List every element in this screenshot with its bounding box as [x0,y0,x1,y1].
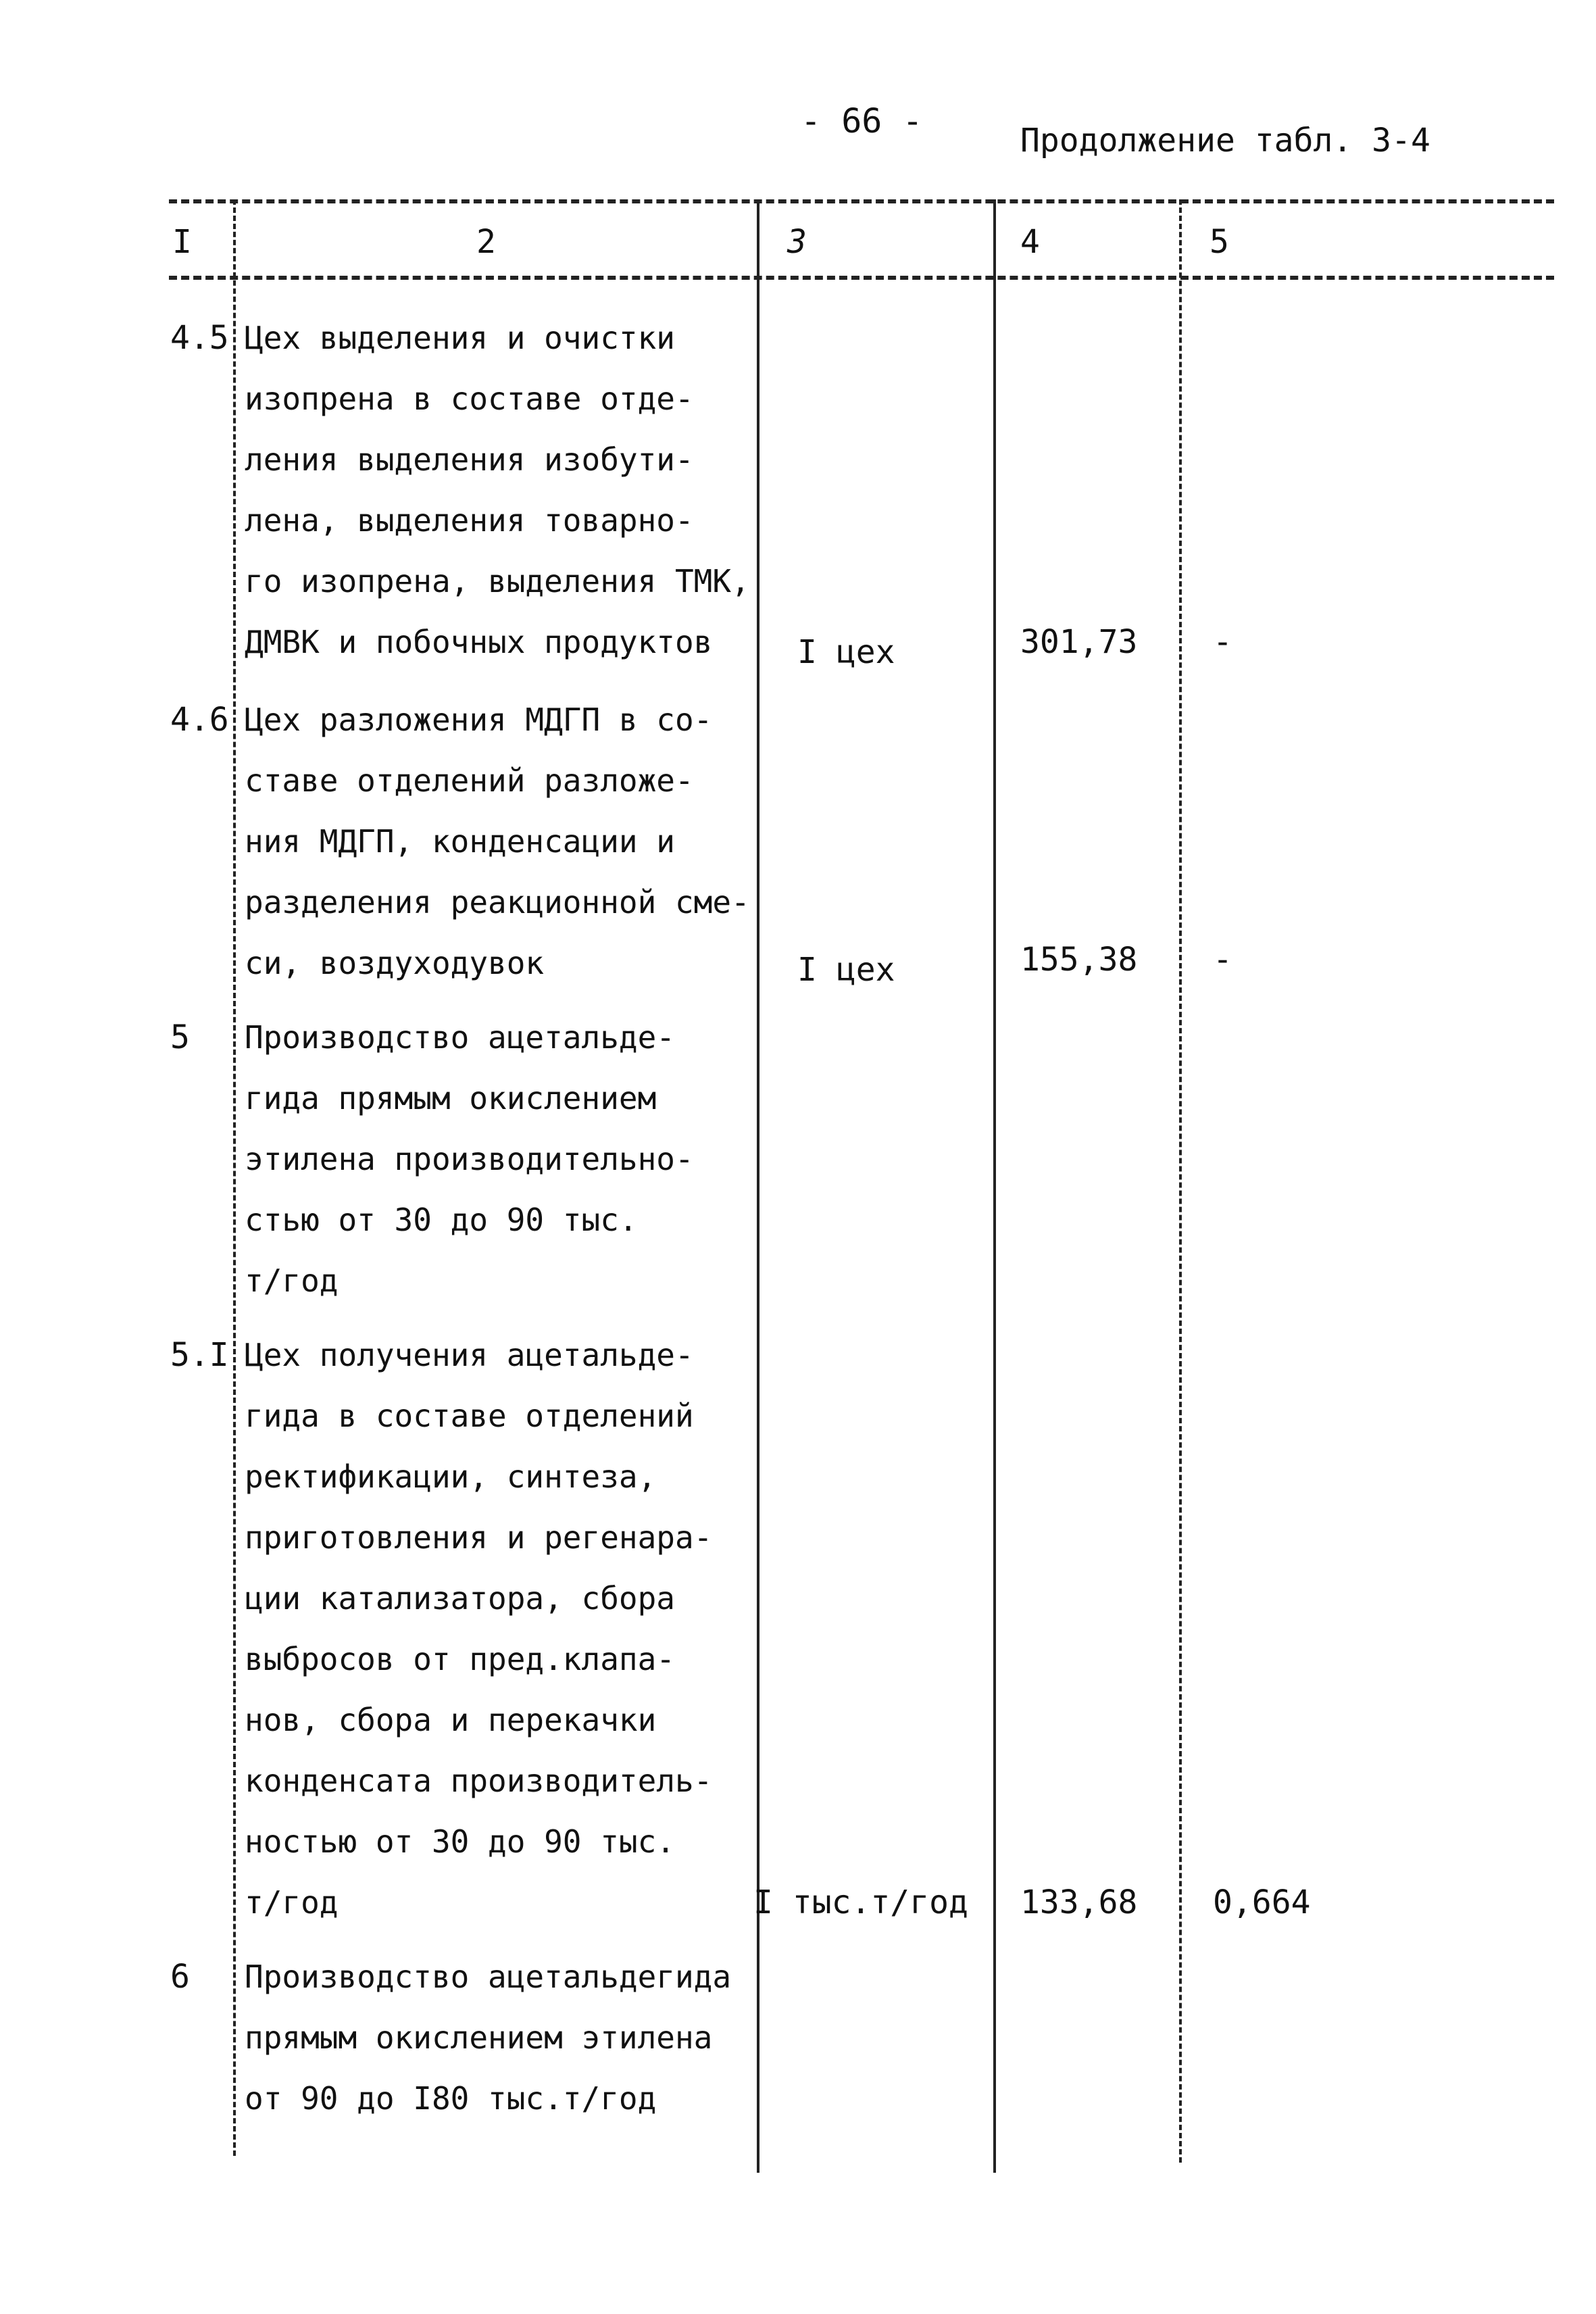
row-value: 301,73 [1020,623,1138,661]
description-line: гида в составе отделений [245,1398,694,1434]
row-number: 5.I [170,1336,229,1374]
row-unit: I тыс.т/год [753,1884,968,1921]
description-line: гида прямым окислением [245,1080,657,1116]
header-top-rule [169,199,1554,203]
row-value-5: - [1213,623,1232,661]
row-number: 6 [170,1958,190,1996]
description-line: изопрена в составе отде- [245,380,694,417]
row-number: 5 [170,1018,190,1056]
description-line: ции катализатора, сбора [245,1580,675,1617]
col-divider-1 [233,199,236,2156]
row-value-5: - [1213,941,1232,979]
description-line: Производство ацетальдегида [245,1959,732,1995]
page-number: - 66 - [801,101,923,141]
row-description [245,1946,745,2129]
header-col-3: 3 [787,223,807,261]
description-line: ректификации, синтеза, [245,1458,657,1495]
continuation-title: Продолжение табл. 3-4 [1020,122,1430,159]
description-line: лена, выделения товарно- [245,502,694,539]
header-col-1: I [172,223,192,261]
row-description [245,307,750,672]
description-line: Цех выделения и очистки [245,320,675,356]
description-line: ностью от 30 до 90 тыс. [245,1823,675,1860]
row-description [245,689,750,993]
description-line: прямым окислением этилена [245,2019,713,2056]
row-value-5: 0,664 [1213,1884,1311,1921]
description-line: разделения реакционной сме- [245,884,750,920]
description-line: от 90 до I80 тыс.т/год [245,2080,657,2117]
description-line: приготовления и регенара- [245,1519,713,1556]
row-description [245,1007,745,1311]
row-unit: I цех [797,633,895,671]
header-col-4: 4 [1020,223,1040,261]
row-number: 4.6 [170,701,229,739]
description-line: си, воздуходувок [245,945,545,981]
description-line: нов, сбора и перекачки [245,1702,657,1738]
col-divider-4 [1179,199,1182,2163]
description-line: ДМВК и побочных продуктов [245,624,713,660]
row-value: 133,68 [1020,1884,1138,1921]
description-line: Цех разложения МДГП в со- [245,701,713,738]
description-line: т/год [245,1884,339,1921]
row-unit: I цех [797,951,895,989]
row-value: 155,38 [1020,941,1138,979]
header-col-2: 2 [476,223,496,261]
description-line: го изопрена, выделения ТМК, [245,563,750,599]
description-line: выбросов от пред.клапа- [245,1641,675,1677]
header-col-5: 5 [1210,223,1229,261]
col-divider-3 [993,199,996,2173]
row-number: 4.5 [170,319,229,357]
header-bottom-rule [169,276,1554,280]
row-description [245,1325,745,1933]
description-line: ления выделения изобути- [245,441,694,478]
description-line: т/год [245,1262,339,1299]
description-line: ставе отделений разложе- [245,762,694,799]
description-line: стью от 30 до 90 тыс. [245,1202,638,1238]
description-line: Производство ацетальде- [245,1019,675,1056]
description-line: этилена производительно- [245,1141,694,1177]
description-line: конденсата производитель- [245,1763,713,1799]
description-line: ния МДГП, конденсации и [245,823,675,860]
description-line: Цех получения ацетальде- [245,1337,694,1373]
